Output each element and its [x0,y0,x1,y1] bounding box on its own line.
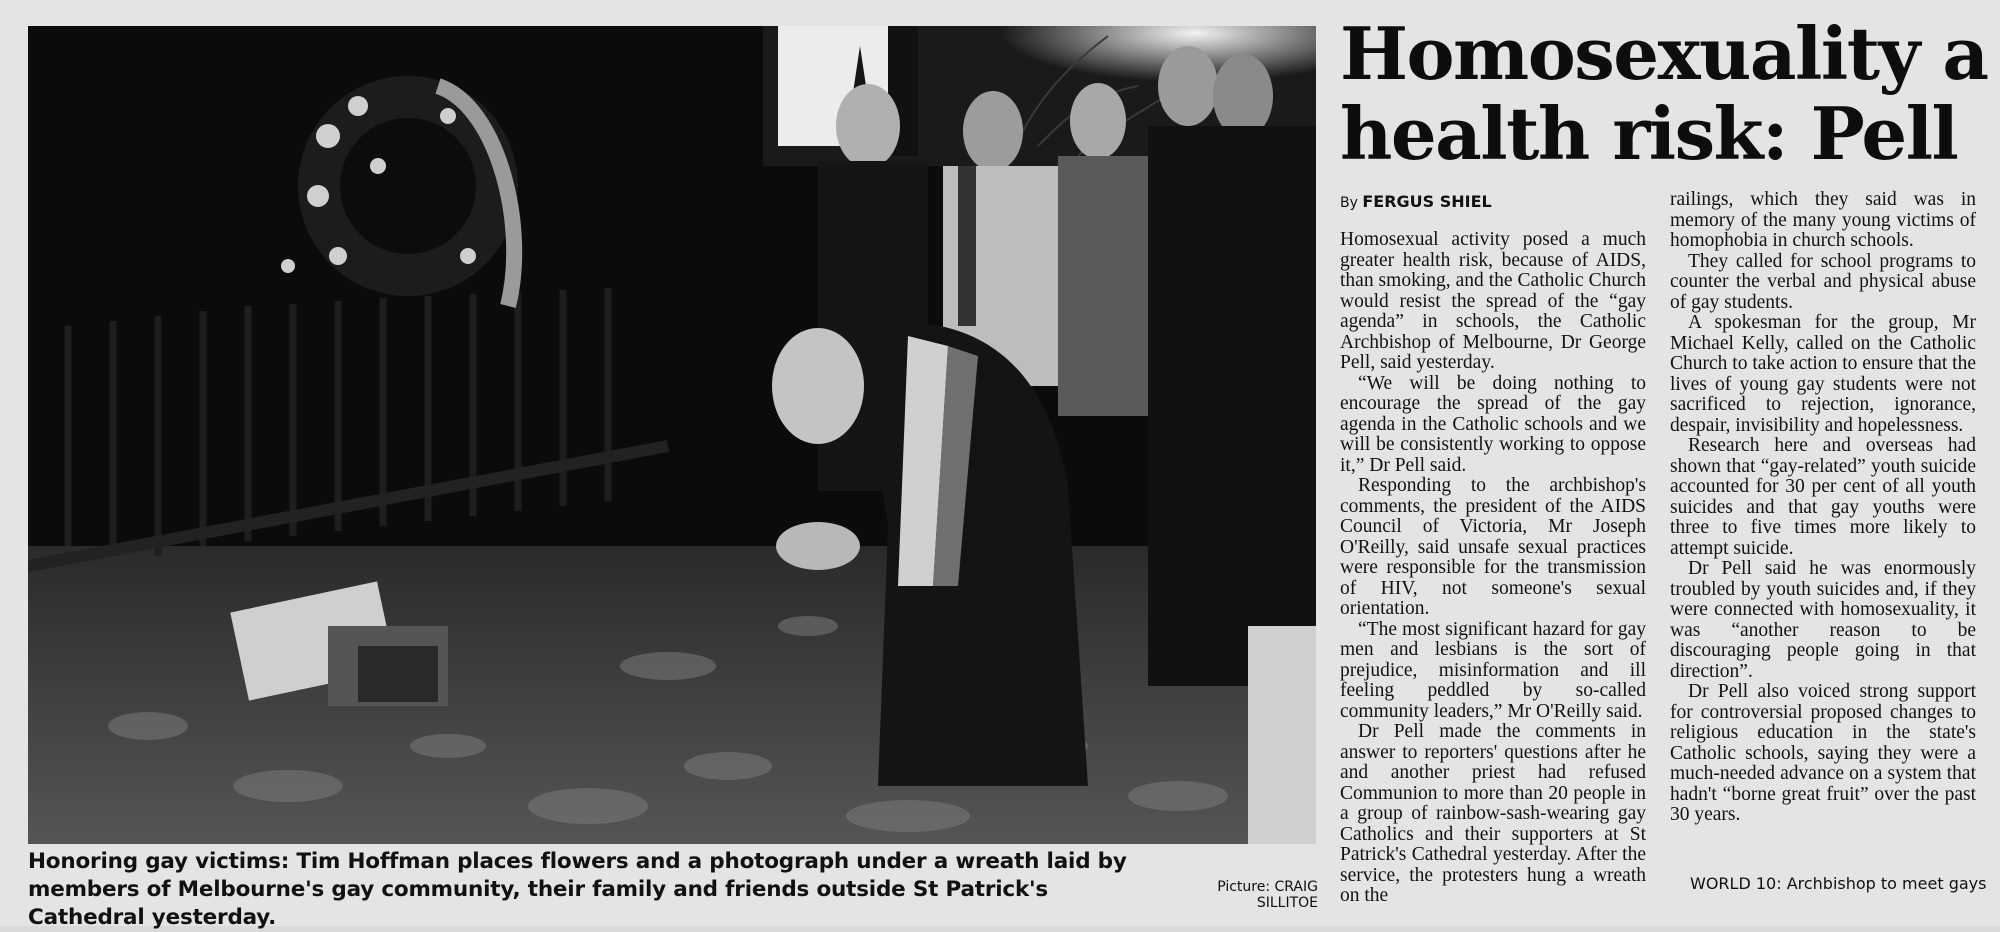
paragraph: Dr Pell also voiced strong support for controversial proposed changes to religious education in the state's Catholic schools, saying they were a much-needed advance on a system that hadn't “borne great fruit” over the past 30 years. [1670,681,1976,825]
news-photo [28,26,1316,844]
photo-caption: Honoring gay victims: Tim Hoffman places flowers and a photograph under a wreath laid by members of Melbourne's gay community, their family and friends outside St Patrick's Cathedral yesterday. [28,849,1127,930]
byline [1340,192,1492,211]
paragraph: Research here and overseas had shown that “gay-related” youth suicide accounted for 30 per cent of all youth suicides and that gay youths were three to five times more likely to attempt suicide. [1670,435,1976,559]
headline: Homosexuality a health risk: Pell [1340,11,1988,176]
photo-credit: Picture: CRAIG SILLITOE [1217,879,1318,911]
paragraph: They called for school programs to counter the verbal and physical abuse of gay students. [1670,250,1976,313]
paragraph: Dr Pell said he was enormously troubled by youth suicides and, if they were connected with homosexuality, it was “another reason to be discouraging people going in that direction”. [1670,558,1976,682]
paragraph: “We will be doing nothing to encourage the spread of the gay agenda in the Catholic schools and we will be consistently working to oppose it,” Dr Pell said. [1340,372,1646,476]
cross-reference: WORLD 10: Archbishop to meet gays [1690,874,1987,893]
paragraph: Homosexual activity posed a much greater health risk, because of AIDS, than smoking, and the Catholic Church would resist the spread of the “gay agenda” in schools, the Catholic Archbishop of Melbourne, Dr George Pell, said yesterday. [1340,229,1646,373]
paragraph: “The most significant hazard for gay men and lesbians is the sort of prejudice, misinformation and ill feeling peddled by so-called community leaders,” Mr O'Reilly said. [1340,618,1646,722]
photo-illustration [28,26,1316,844]
paragraph: railings, which they said was in memory of the many young victims of homophobia in church schools. [1670,189,1976,251]
article-column-2 [1670,190,1976,826]
paragraph: A spokesman for the group, Mr Michael Kelly, called on the Catholic Church to take action to ensure that the lives of young gay students were not sacrificed to rejection, ignorance, despair, invisibility and hopelessness. [1670,312,1976,436]
byline-author: FERGUS SHIEL [1362,192,1492,211]
paragraph: Dr Pell made the comments in answer to reporters' questions after he and another priest had refused Communion to more than 20 people in a group of rainbow-sash-wearing gay Catholics and their supporters at St Patrick's Cathedral yesterday. After the service, the protesters hung a wreath on the [1340,721,1646,906]
byline-prefix: By [1340,195,1358,211]
article-column-1 [1340,230,1646,907]
paragraph: Responding to the archbishop's comments, the president of the AIDS Council of Victoria, Mr Joseph O'Reilly, said unsafe sexual practices were responsible for the transmission of HIV, not someone's sexual orientation. [1340,475,1646,619]
